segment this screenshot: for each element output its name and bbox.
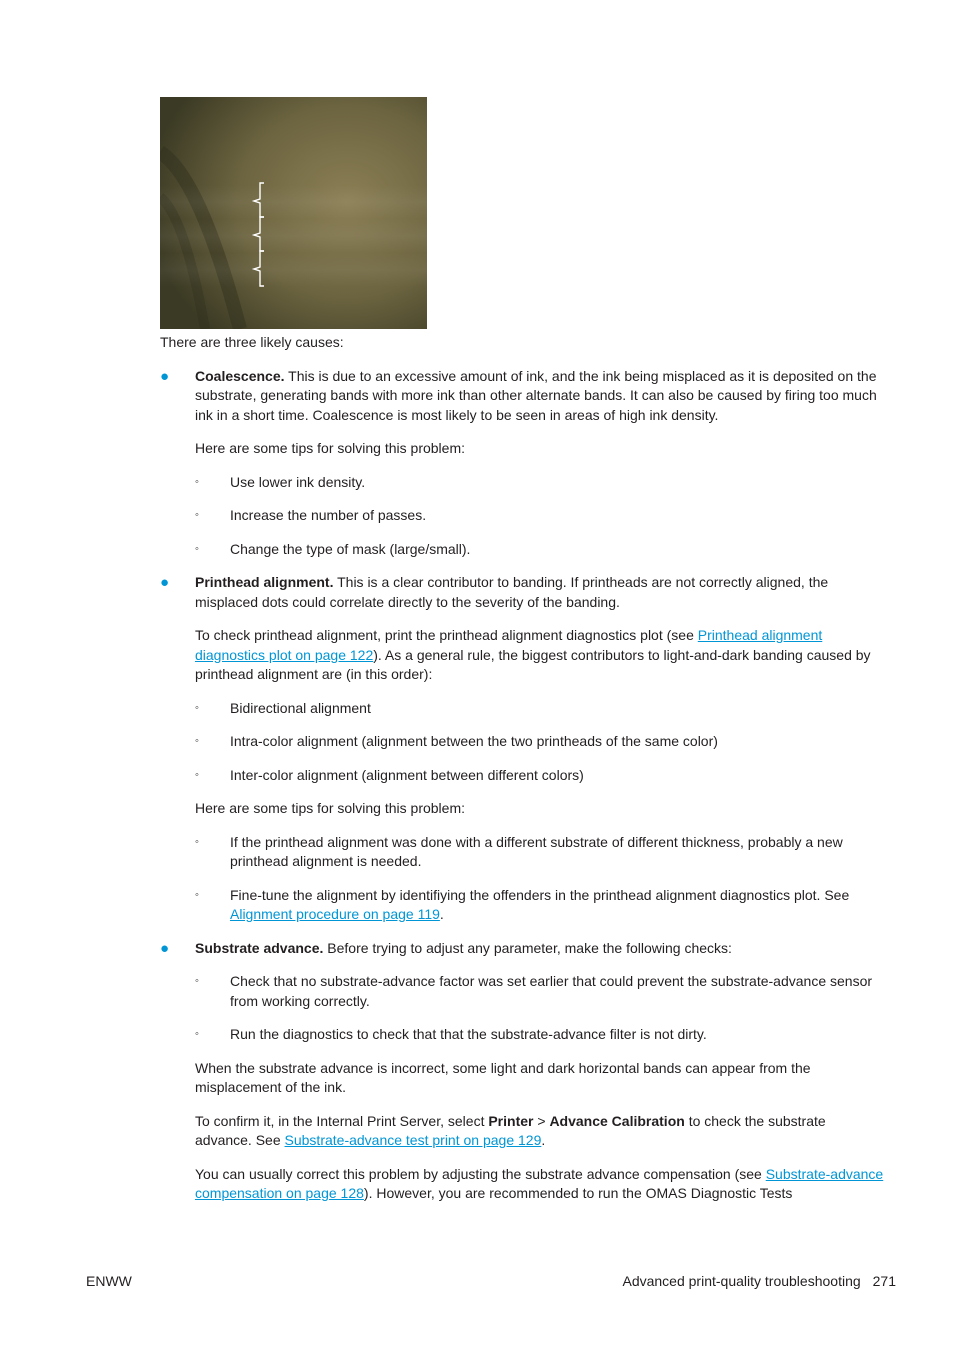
cause-coalescence [160,367,885,560]
list-item: ◦ Use lower ink density. [195,473,885,493]
substrate-title: Substrate advance. [195,939,324,956]
printhead-check-paragraph: To check printhead alignment, print the printhead alignment diagnostics plot (see Printhead alignment diagnostics plot on page 122). As a general rule, the biggest contributors to light-and-dark banding caused by printhead alignment are (in this order): [195,627,871,682]
coalescence-tips-intro: Here are some tips for solving this problem: [195,440,465,456]
circle-bullet-icon: ◦ [195,735,199,747]
substrate-p1: When the substrate advance is incorrect, some light and dark horizontal bands can appear from the misplacement of the ink. [195,1059,811,1095]
substrate-paragraph: Substrate advance. Before trying to adjust any parameter, make the following checks: [195,939,732,956]
list-item: ◦ Inter-color alignment (alignment between different colors) [195,766,885,786]
substrate-p3: You can usually correct this problem by adjusting the substrate advance compensation (see Substrate-advance compensation on page 128). However, you are recommended to run the OMAS Diagnostic Tests [195,1165,884,1201]
list-item: ◦ Bidirectional alignment [195,699,885,719]
banding-photo-image [160,97,427,329]
page-number: 271 [872,1273,896,1289]
substrate-test-print-link[interactable]: Substrate-advance test print on page 129 [284,1132,542,1148]
circle-bullet-icon: ◦ [195,835,199,848]
substrate-compensation-link[interactable]: Substrate-advance compensation on page 128 [195,1165,884,1201]
substrate-p2: To confirm it, in the Internal Print Server, select Printer > Advance Calibration to check the substrate advance. See Substrate-advance test print on page 129. [195,1112,826,1148]
list-item: ◦ Change the type of mask (large/small). [195,540,885,560]
list-item: ◦ Fine-tune the alignment by identifiying the offenders in the printhead alignment diagnostics plot. See Alignment procedure on page 119. [195,886,850,922]
circle-bullet-icon: ◦ [195,768,199,781]
printhead-title: Printhead alignment. [195,574,334,590]
printhead-diagnostics-link[interactable]: Printhead alignment diagnostics plot on page 122 [195,627,823,663]
list-item: ◦ Run the diagnostics to check that that the substrate-advance filter is not dirty. [195,1025,885,1045]
bullet-icon: ● [160,939,170,957]
banding-example-photo [160,97,427,329]
coalescence-title: Coalescence. [195,367,285,384]
circle-bullet-icon: ◦ [195,509,199,521]
cause-printhead-alignment [160,573,885,925]
footer-left: ENWW [86,1273,132,1289]
bullet-icon: ● [160,574,170,591]
list-item: ◦ Increase the number of passes. [195,506,885,526]
circle-bullet-icon: ◦ [195,888,199,901]
circle-bullet-icon: ◦ [195,701,199,714]
causes-intro: There are three likely causes: [160,334,344,350]
cause-substrate-advance [160,939,885,1204]
circle-bullet-icon: ◦ [195,475,199,488]
coalescence-paragraph: Coalescence. This is due to an excessive amount of ink, and the ink being misplaced as it is deposited on the substrate, generating bands with more ink than other alternate bands. It can also be caused by firing too much ink in a short time. Coalescence is most likely to be seen in areas of high ink density. [195,367,877,423]
footer-right [622,1272,896,1292]
bullet-icon: ● [160,367,170,385]
list-item: ◦ If the printhead alignment was done with a different substrate of different thickness, probably a new printhead alignment is needed. [195,833,843,869]
printhead-paragraph: Printhead alignment. This is a clear contributor to banding. If printheads are not correctly aligned, the misplaced dots could correlate directly to the severity of the banding. [195,574,829,610]
alignment-procedure-link[interactable]: Alignment procedure on page 119 [230,906,440,922]
printhead-tips-intro: Here are some tips for solving this problem: [195,800,465,816]
circle-bullet-icon: ◦ [195,975,199,987]
footer-section: Advanced print-quality troubleshooting [622,1273,861,1289]
list-item: ◦ Check that no substrate-advance factor was set earlier that could prevent the substrate-advance sensor from working correctly. [195,973,873,1009]
circle-bullet-icon: ◦ [195,1028,199,1040]
page-content [160,333,885,1204]
list-item: ◦ Intra-color alignment (alignment between the two printheads of the same color) [195,732,885,752]
circle-bullet-icon: ◦ [195,542,199,555]
